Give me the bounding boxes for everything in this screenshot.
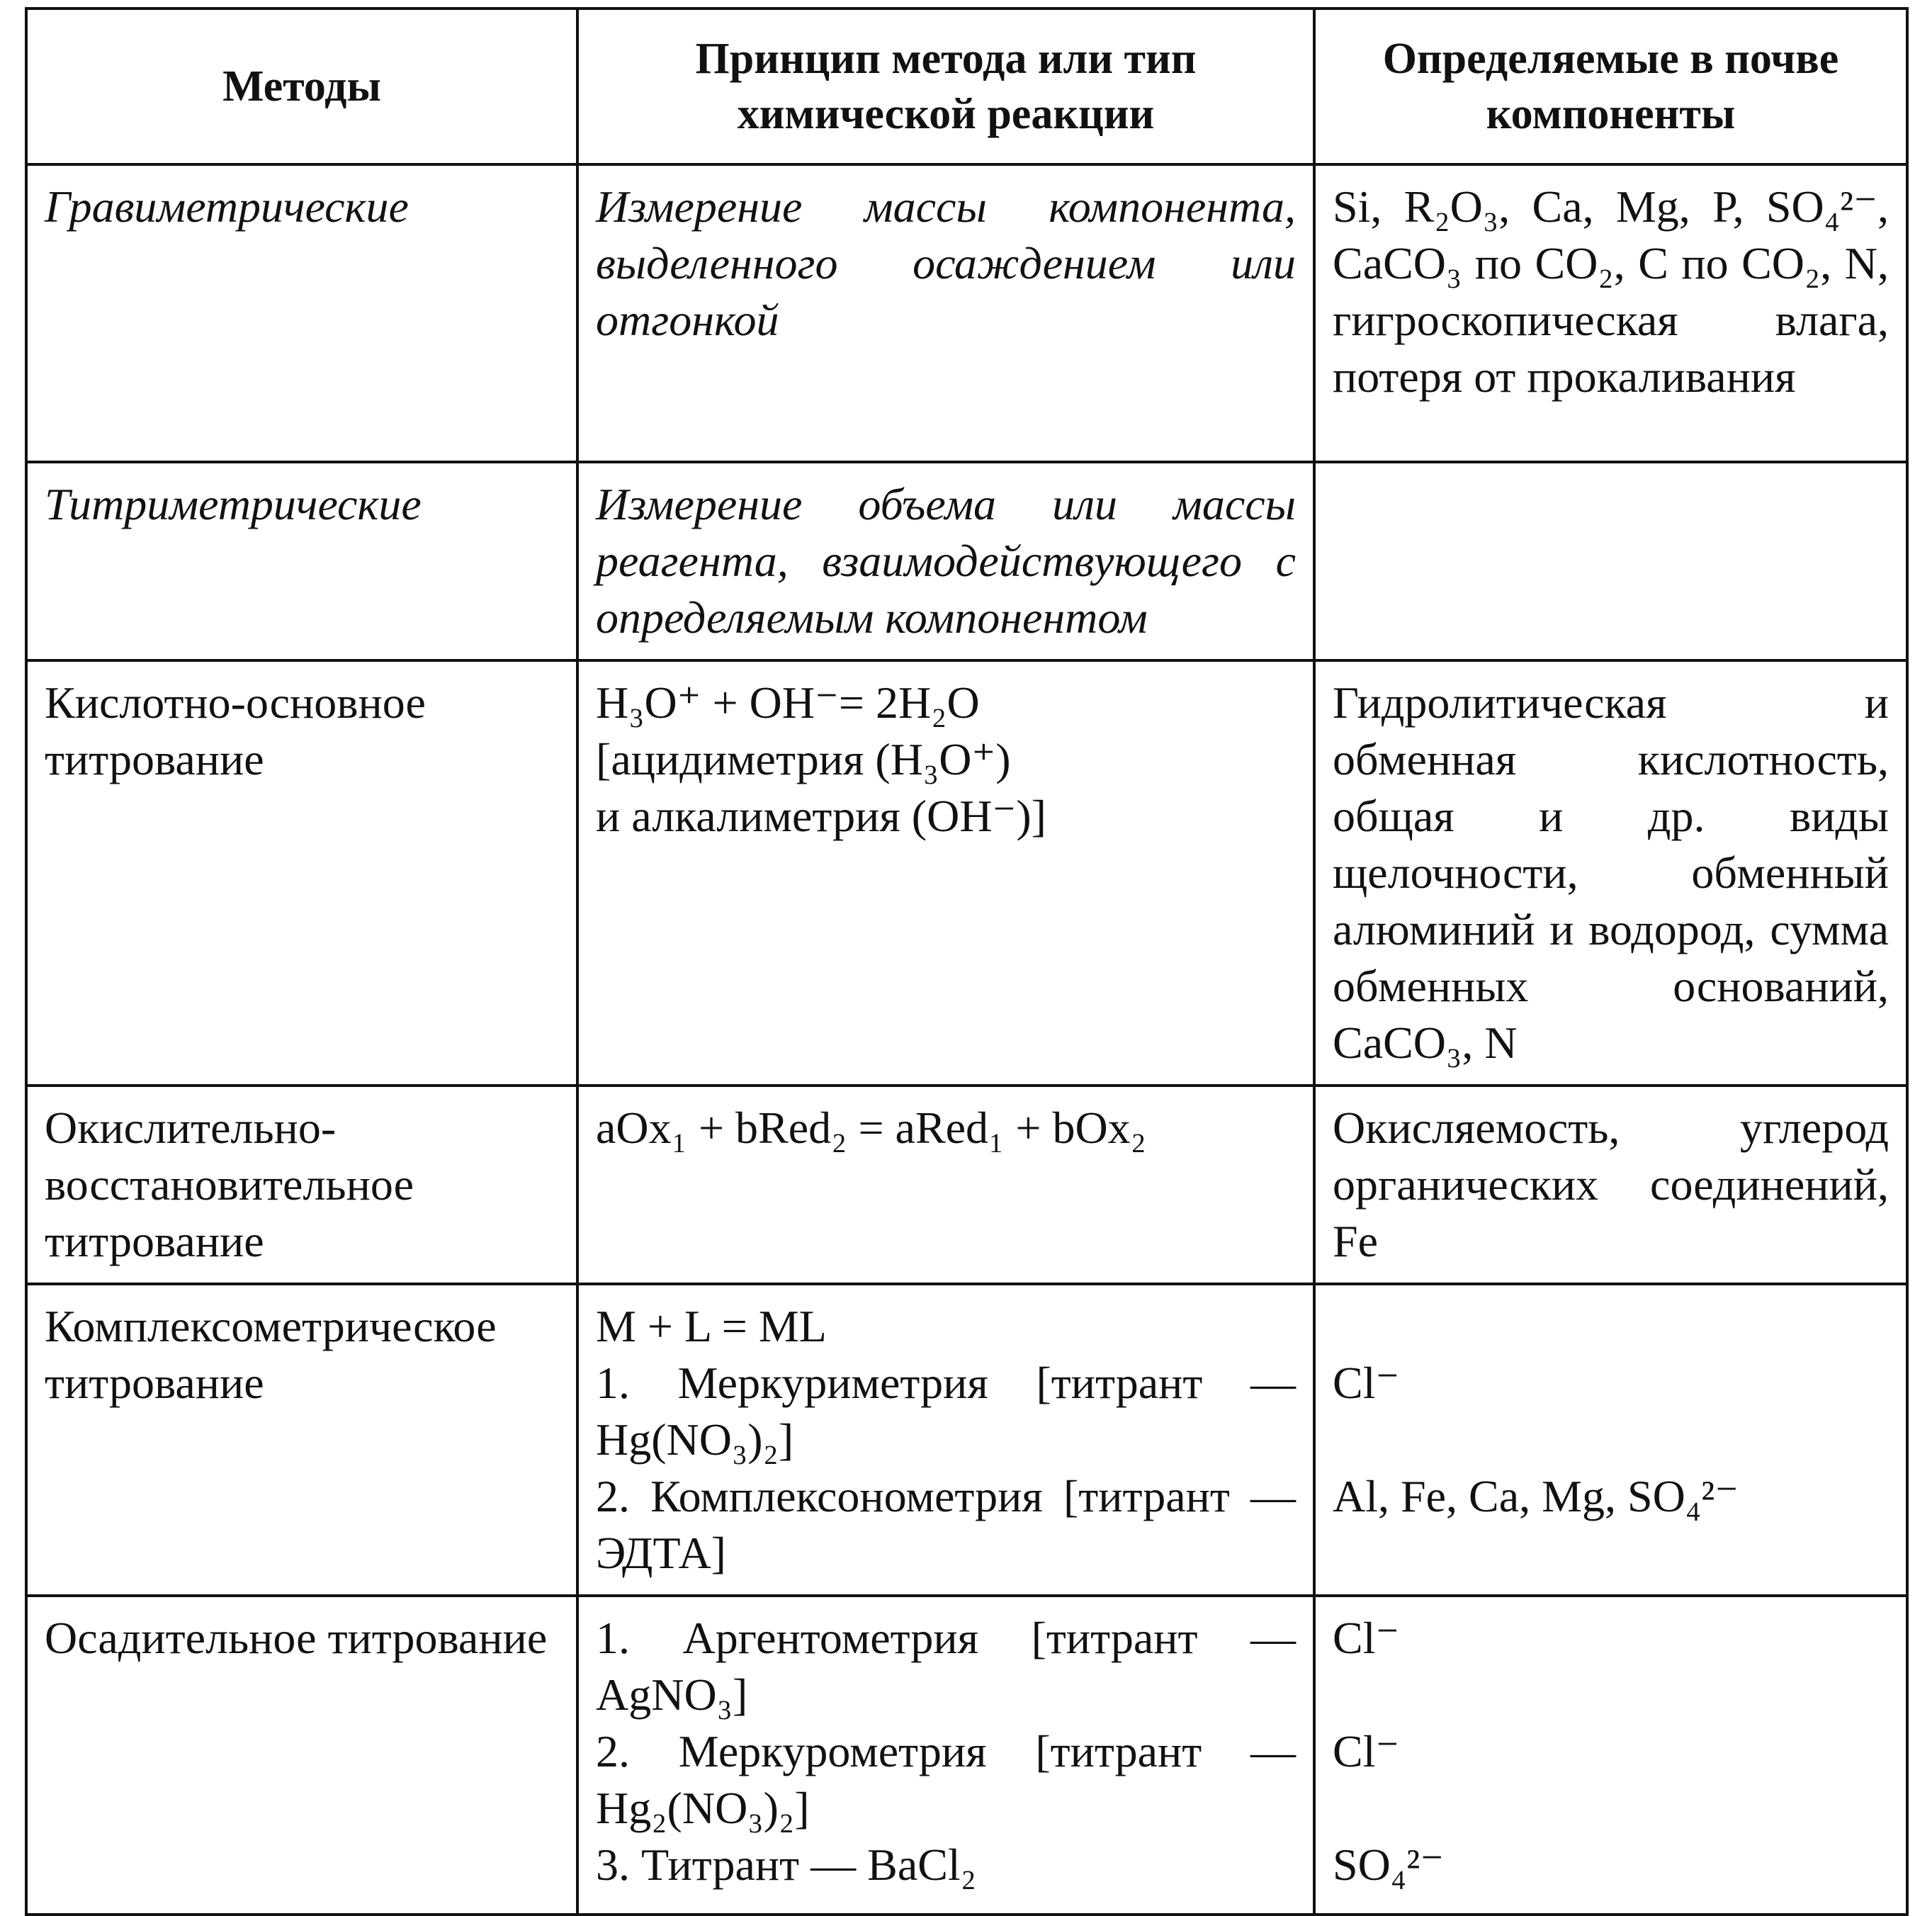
method-cell: Окислительно-восстановительное титрование [26,1086,577,1284]
components-cell: Si, R₂O₃, Ca, Mg, P, SO₄²⁻, CaCO₃ по CO₂, C по CO₂, N, гигроскопическая влага, потеря от прокаливания [1314,164,1907,462]
components-cell [1314,1596,1907,1915]
method-cell: Комплексометрическое титрование [26,1284,577,1596]
principle-cell: Измерение массы компонента, выделенного осаждением или отгонкой [577,164,1314,462]
principle-cell [577,1284,1314,1596]
principle-line: 2. Меркурометрия [титрант — Hg₂(NO₃)₂] [596,1726,1296,1833]
principle-cell [577,1596,1314,1915]
header-components: Определяемые в почве компоненты [1314,9,1907,164]
component-line: Cl⁻ [1333,1613,1400,1663]
components-cell: Окисляемость, углерод органических соединений, Fe [1314,1086,1907,1284]
table-row [26,660,1907,1086]
principle-cell: Измерение объема или массы реагента, взаимодействующего с определяемым компонентом [577,462,1314,660]
principle-line: M + L = ML [596,1301,827,1351]
component-line: SO₄²⁻ [1333,1839,1445,1890]
method-cell: Осадительное титрование [26,1596,577,1915]
table-row [26,462,1907,660]
methods-table [25,7,1909,1916]
principle-line: 1. Аргентометрия [титрант — AgNO₃] [596,1613,1296,1720]
table-row [26,1284,1907,1596]
principle-line: H₃O⁺ + OH⁻= 2H₂O [596,677,980,728]
component-line: Al, Fe, Ca, Mg, SO₄²⁻ [1333,1471,1739,1521]
component-line: Cl⁻ [1333,1726,1400,1776]
table-header-row [26,9,1907,164]
components-cell [1314,462,1907,660]
table-row [26,1596,1907,1915]
components-cell [1314,1284,1907,1596]
principle-line: и алкалиметрия (OH⁻)] [596,791,1046,841]
principle-line: 1. Меркуриметрия [титрант — Hg(NO₃)₂] [596,1358,1296,1465]
principle-line: 2. Комплексонометрия [титрант — ЭДТА] [596,1471,1296,1578]
method-cell: Титриметрические [26,462,577,660]
principle-line: 3. Титрант — BaCl₂ [596,1839,976,1890]
principle-cell [577,1086,1314,1284]
document-page [25,7,1906,1916]
principle-line: [ацидиметрия (H₃O⁺) [596,734,1011,784]
component-line: Cl⁻ [1333,1358,1400,1408]
header-methods: Методы [26,9,577,164]
header-principle: Принцип метода или тип химической реакции [577,9,1314,164]
table-row [26,1086,1907,1284]
method-cell: Кислотно-основное титрование [26,660,577,1086]
table-row [26,164,1907,462]
components-cell: Гидролитическая и обменная кислотность, общая и др. виды щелочности, обменный алюминий и водород, сумма обменных оснований, CaCO₃, N [1314,660,1907,1086]
method-cell: Гравиметрические [26,164,577,462]
principle-line: aOx₁ + bRed₂ = aRed₁ + bOx₂ [596,1103,1146,1153]
principle-cell [577,660,1314,1086]
